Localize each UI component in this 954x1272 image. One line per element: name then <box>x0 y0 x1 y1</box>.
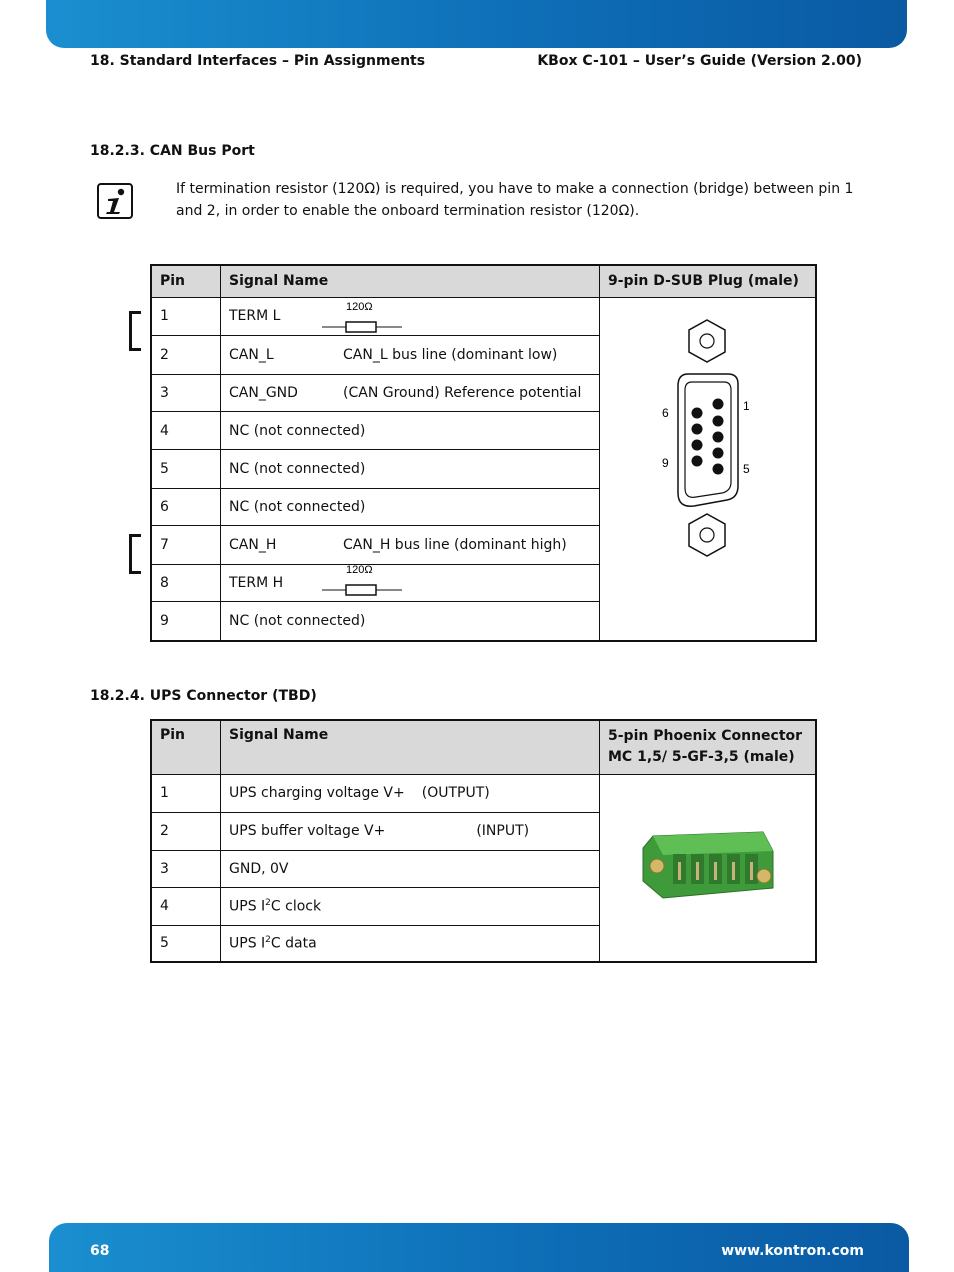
pin-number: 3 <box>151 850 221 887</box>
signal-cell <box>221 526 600 565</box>
signal-name: NC (not connected) <box>221 450 600 489</box>
termination-note: If termination resistor (120Ω) is required, you have to make a connection (bridge) between pin 1 and 2, in order to enable the onboard termination resistor (120Ω). <box>176 181 854 219</box>
phoenix-connector-image <box>633 826 783 906</box>
signal-cell <box>221 774 600 812</box>
pin-number: 7 <box>151 526 221 565</box>
signal-name: CAN_H <box>229 537 277 554</box>
signal-name: NC (not connected) <box>221 602 600 641</box>
bridge-bracket-pins-1-2 <box>129 311 141 351</box>
table-row <box>151 774 816 812</box>
phoenix-image-cell <box>600 774 817 962</box>
signal-name-sup: 2 <box>265 897 271 908</box>
dsub-label-1: 1 <box>743 398 750 413</box>
signal-cell <box>221 336 600 375</box>
signal-name: GND, 0V <box>221 850 600 887</box>
col-signal-name: Signal Name <box>221 265 600 297</box>
signal-name: CAN_GND <box>229 384 298 401</box>
signal-description: (OUTPUT) <box>421 785 490 801</box>
col-dsub: 9-pin D-SUB Plug (male) <box>600 265 817 297</box>
signal-name-part: UPS I <box>229 935 266 952</box>
dsub-connector-diagram <box>600 298 815 636</box>
signal-description: CAN_H bus line (dominant high) <box>343 537 567 554</box>
signal-name: TERM L <box>229 308 281 325</box>
resistor-symbol-term-h <box>318 561 408 597</box>
signal-description: (CAN Ground) Reference potential <box>343 384 582 401</box>
pin-number: 2 <box>151 336 221 375</box>
ups-section-title: 18.2.4. UPS Connector (TBD) <box>90 688 317 704</box>
signal-cell <box>221 374 600 411</box>
bridge-bracket-pins-7-8 <box>129 534 141 574</box>
dsub-label-9: 9 <box>662 455 669 470</box>
pin-number: 9 <box>151 602 221 641</box>
pin-number: 4 <box>151 411 221 450</box>
ups-pin-table <box>150 719 817 963</box>
connector-part: MC 1,5/ 5-GF-3,5 (male) <box>608 749 795 766</box>
resistor-label: 120Ω <box>346 301 373 313</box>
signal-description: CAN_L bus line (dominant low) <box>343 346 558 363</box>
signal-description: (INPUT) <box>476 823 530 839</box>
dsub-label-5: 5 <box>743 461 750 476</box>
signal-name: UPS charging voltage V+ <box>229 785 405 801</box>
signal-name: NC (not connected) <box>221 411 600 450</box>
signal-cell <box>221 812 600 850</box>
footer-url[interactable]: www.kontron.com <box>721 1243 864 1259</box>
resistor-label: 120Ω <box>346 564 373 576</box>
signal-name <box>221 925 600 962</box>
col-pin: Pin <box>151 265 221 297</box>
dsub-image-cell <box>600 297 817 641</box>
pin-number: 1 <box>151 774 221 812</box>
pin-number: 4 <box>151 887 221 925</box>
header-bar <box>46 0 907 48</box>
can-pin-table <box>150 264 817 642</box>
col-connector <box>600 720 817 774</box>
header-section: 18. Standard Interfaces – Pin Assignments <box>90 53 426 69</box>
signal-name-sup: 2 <box>265 934 271 945</box>
signal-name: NC (not connected) <box>221 488 600 525</box>
signal-name-part: C clock <box>270 898 322 915</box>
connector-title: 5-pin Phoenix Connector <box>608 728 803 745</box>
pin-number: 3 <box>151 374 221 411</box>
col-signal-name: Signal Name <box>221 720 600 774</box>
signal-name <box>221 887 600 925</box>
pin-number: 5 <box>151 450 221 489</box>
signal-name: TERM H <box>229 575 284 592</box>
signal-name-part: C data <box>270 935 317 952</box>
page-number: 68 <box>90 1243 110 1259</box>
signal-cell <box>221 297 600 336</box>
resistor-symbol-term-l <box>318 298 408 334</box>
info-icon <box>97 183 133 219</box>
pin-number: 6 <box>151 488 221 525</box>
signal-name: UPS buffer voltage V+ <box>229 823 386 839</box>
pin-number: 8 <box>151 564 221 601</box>
pin-number: 2 <box>151 812 221 850</box>
signal-cell <box>221 564 600 601</box>
header-doc-title: KBox C-101 – User’s Guide (Version 2.00) <box>537 53 862 69</box>
signal-name: CAN_L <box>229 346 274 363</box>
table-row <box>151 297 816 336</box>
dsub-label-6: 6 <box>662 405 669 420</box>
pin-number: 5 <box>151 925 221 962</box>
pin-number: 1 <box>151 297 221 336</box>
col-pin: Pin <box>151 720 221 774</box>
signal-name-part: UPS I <box>229 898 266 915</box>
can-section-title: 18.2.3. CAN Bus Port <box>90 143 255 159</box>
